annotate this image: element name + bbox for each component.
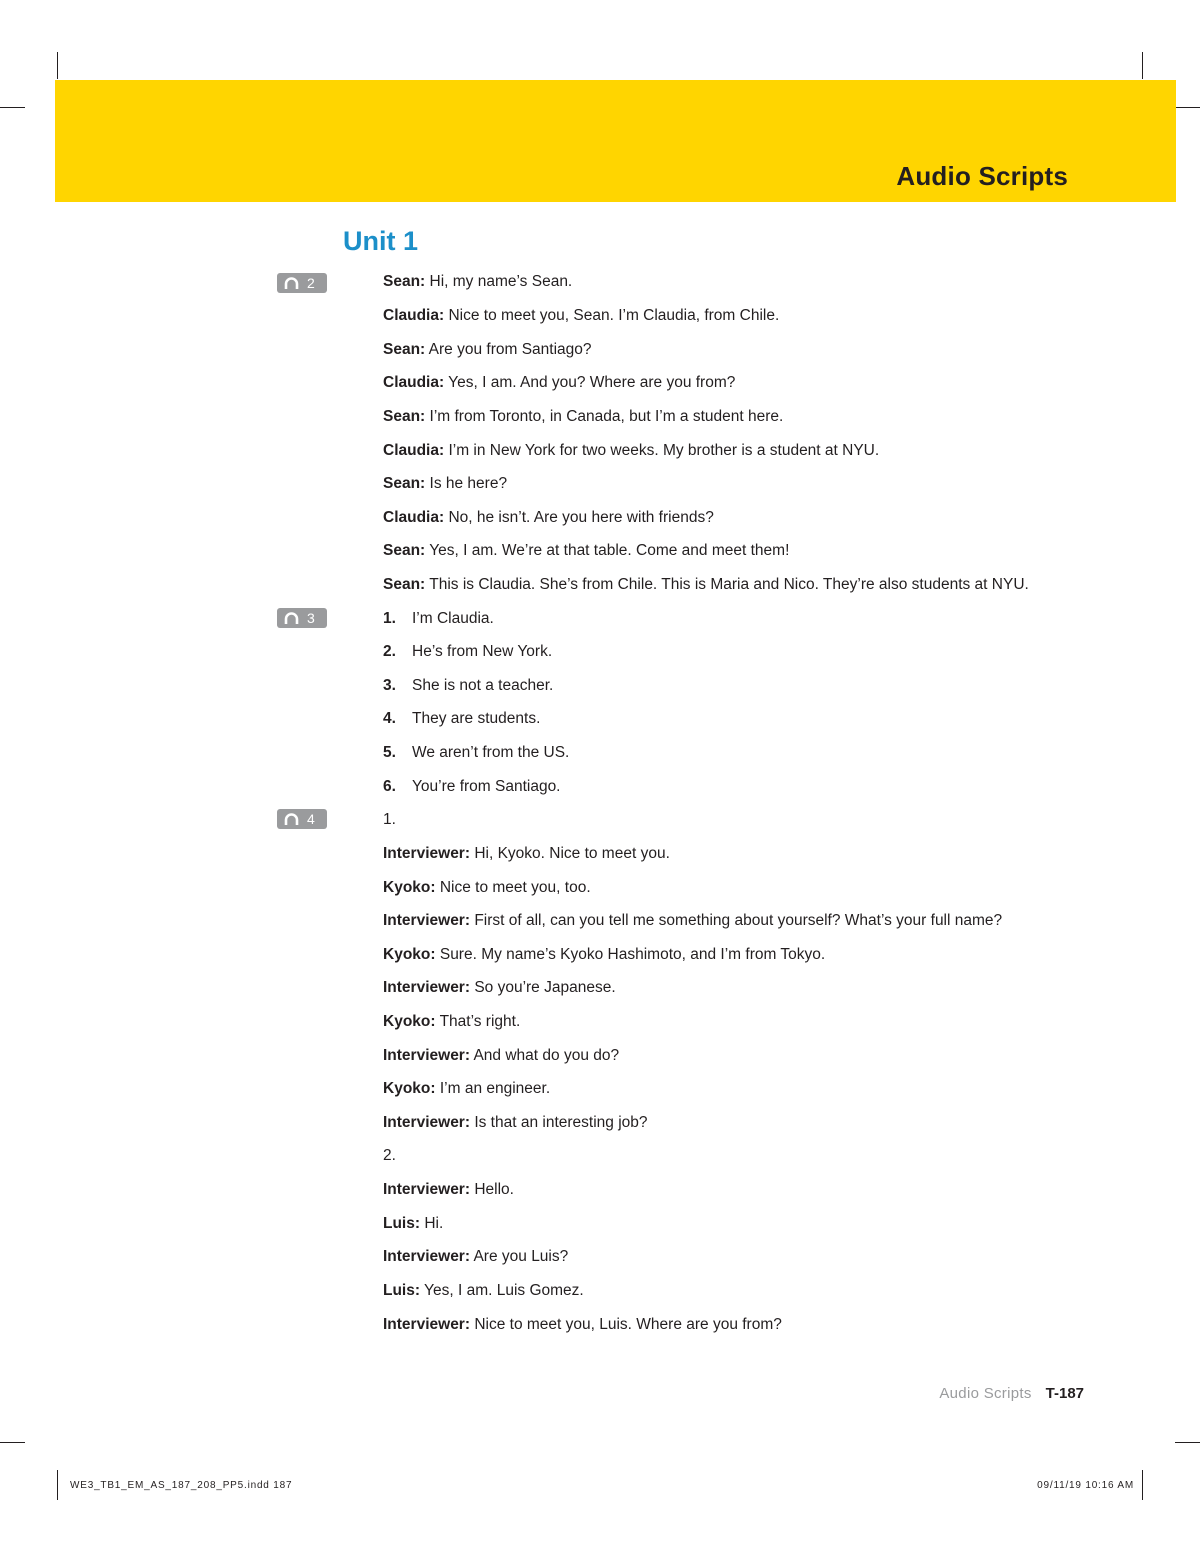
script-line: [383, 474, 507, 494]
track-number: 4: [307, 811, 315, 827]
speaker-name: Sean:: [383, 408, 426, 425]
speaker-name: Interviewer:: [383, 1181, 471, 1198]
line-text: Hi, Kyoko. Nice to meet you.: [470, 845, 670, 862]
item-number: 1.: [383, 610, 396, 627]
crop-mark: [57, 52, 58, 79]
headphones-icon: [284, 612, 299, 625]
headphones-icon: [284, 277, 299, 290]
unit-title: Unit 1: [343, 226, 419, 256]
speaker-name: Interviewer:: [383, 1248, 471, 1265]
item-number: 4.: [383, 710, 396, 727]
speaker-name: Sean:: [383, 542, 426, 559]
line-text: This is Claudia. She’s from Chile. This is Maria and Nico. They’re also students at NYU.: [425, 576, 1029, 593]
speaker-name: Claudia:: [383, 509, 445, 526]
script-line: [383, 1281, 584, 1301]
script-line: [383, 575, 1029, 595]
script-line: [383, 810, 396, 830]
script-line: [383, 1247, 568, 1267]
line-text: Yes, I am. And you? Where are you from?: [444, 374, 736, 391]
script-line: [383, 1180, 514, 1200]
speaker-name: Kyoko:: [383, 879, 436, 896]
page-footer: [939, 1385, 1084, 1402]
speaker-name: Interviewer:: [383, 1316, 471, 1333]
list-item: [383, 709, 540, 729]
crop-mark: [0, 107, 25, 108]
headphones-icon: [284, 813, 299, 826]
script-line: [383, 306, 779, 326]
script-line: [383, 1214, 443, 1234]
script-line: [383, 945, 825, 965]
footer-label: Audio Scripts: [939, 1385, 1032, 1402]
speaker-name: Sean:: [383, 341, 426, 358]
line-text: Yes, I am. Luis Gomez.: [420, 1282, 584, 1299]
script-line: [383, 508, 714, 528]
script-line: [383, 1315, 782, 1335]
list-item: [383, 609, 494, 629]
crop-mark: [0, 1442, 25, 1443]
speaker-name: Luis:: [383, 1215, 421, 1232]
line-text: Nice to meet you, Sean. I’m Claudia, from Chile.: [444, 307, 780, 324]
crop-mark: [1175, 1442, 1200, 1443]
line-text: Are you from Santiago?: [425, 341, 592, 358]
list-item: [383, 743, 569, 763]
item-number: 6.: [383, 778, 396, 795]
audio-track-badge: [277, 809, 327, 829]
speaker-name: Interviewer:: [383, 1114, 471, 1131]
line-text: No, he isn’t. Are you here with friends?: [444, 509, 714, 526]
script-line: [383, 340, 592, 360]
item-text: They are students.: [412, 710, 541, 727]
line-text: Nice to meet you, Luis. Where are you from?: [470, 1316, 782, 1333]
audio-track-badge: [277, 608, 327, 628]
speaker-name: Sean:: [383, 576, 426, 593]
crop-mark: [57, 1470, 58, 1500]
script-line: [383, 1012, 520, 1032]
item-number: 5.: [383, 744, 396, 761]
speaker-name: Claudia:: [383, 374, 445, 391]
item-text: She is not a teacher.: [412, 677, 554, 694]
item-text: He’s from New York.: [412, 643, 553, 660]
item-text: We aren’t from the US.: [412, 744, 570, 761]
line-text: Nice to meet you, too.: [435, 879, 591, 896]
script-line: [383, 1079, 550, 1099]
script-line: [383, 272, 572, 292]
speaker-name: Sean:: [383, 273, 426, 290]
line-text: I’m in New York for two weeks. My brother is a student at NYU.: [444, 442, 880, 459]
script-line: [383, 844, 670, 864]
script-line: [383, 878, 591, 898]
line-text: 1.: [383, 811, 396, 828]
speaker-name: Kyoko:: [383, 946, 436, 963]
list-item: [383, 676, 553, 696]
speaker-name: Luis:: [383, 1282, 421, 1299]
line-text: I’m from Toronto, in Canada, but I’m a student here.: [425, 408, 784, 425]
script-line: [383, 978, 616, 998]
script-line: [383, 1046, 619, 1066]
line-text: 2.: [383, 1147, 396, 1164]
line-text: Hi, my name’s Sean.: [425, 273, 573, 290]
script-line: [383, 541, 789, 561]
script-line: [383, 373, 735, 393]
speaker-name: Sean:: [383, 475, 426, 492]
script-line: [383, 1113, 648, 1133]
line-text: Yes, I am. We’re at that table. Come and meet them!: [425, 542, 790, 559]
crop-mark: [1142, 1470, 1143, 1500]
item-text: I’m Claudia.: [412, 610, 494, 627]
speaker-name: Interviewer:: [383, 912, 471, 929]
track-number: 3: [307, 610, 315, 626]
line-text: And what do you do?: [470, 1047, 620, 1064]
track-number: 2: [307, 275, 315, 291]
page-number: T-187: [1045, 1385, 1084, 1402]
line-text: That’s right.: [435, 1013, 521, 1030]
line-text: Is that an interesting job?: [470, 1114, 648, 1131]
line-text: Hello.: [470, 1181, 514, 1198]
speaker-name: Interviewer:: [383, 1047, 471, 1064]
item-number: 2.: [383, 643, 396, 660]
speaker-name: Kyoko:: [383, 1013, 436, 1030]
line-text: Hi.: [420, 1215, 444, 1232]
line-text: Is he here?: [425, 475, 508, 492]
speaker-name: Kyoko:: [383, 1080, 436, 1097]
header-title: Audio Scripts: [896, 161, 1068, 191]
audio-track-badge: [277, 273, 327, 293]
file-slug: WE3_TB1_EM_AS_187_208_PP5.indd 187: [70, 1480, 293, 1491]
script-line: [383, 1146, 396, 1166]
script-line: [383, 911, 1002, 931]
speaker-name: Claudia:: [383, 307, 445, 324]
line-text: Are you Luis?: [470, 1248, 569, 1265]
list-item: [383, 642, 552, 662]
item-number: 3.: [383, 677, 396, 694]
speaker-name: Interviewer:: [383, 979, 471, 996]
crop-mark: [1142, 52, 1143, 79]
line-text: So you’re Japanese.: [470, 979, 616, 996]
line-text: First of all, can you tell me something about yourself? What’s your full name?: [470, 912, 1003, 929]
script-line: [383, 441, 879, 461]
item-text: You’re from Santiago.: [412, 778, 561, 795]
crop-mark: [1175, 107, 1200, 108]
list-item: [383, 777, 561, 797]
script-line: [383, 407, 783, 427]
speaker-name: Claudia:: [383, 442, 445, 459]
line-text: Sure. My name’s Kyoko Hashimoto, and I’m from Tokyo.: [435, 946, 826, 963]
date-slug: 09/11/19 10:16 AM: [1037, 1480, 1134, 1491]
line-text: I’m an engineer.: [435, 1080, 551, 1097]
speaker-name: Interviewer:: [383, 845, 471, 862]
